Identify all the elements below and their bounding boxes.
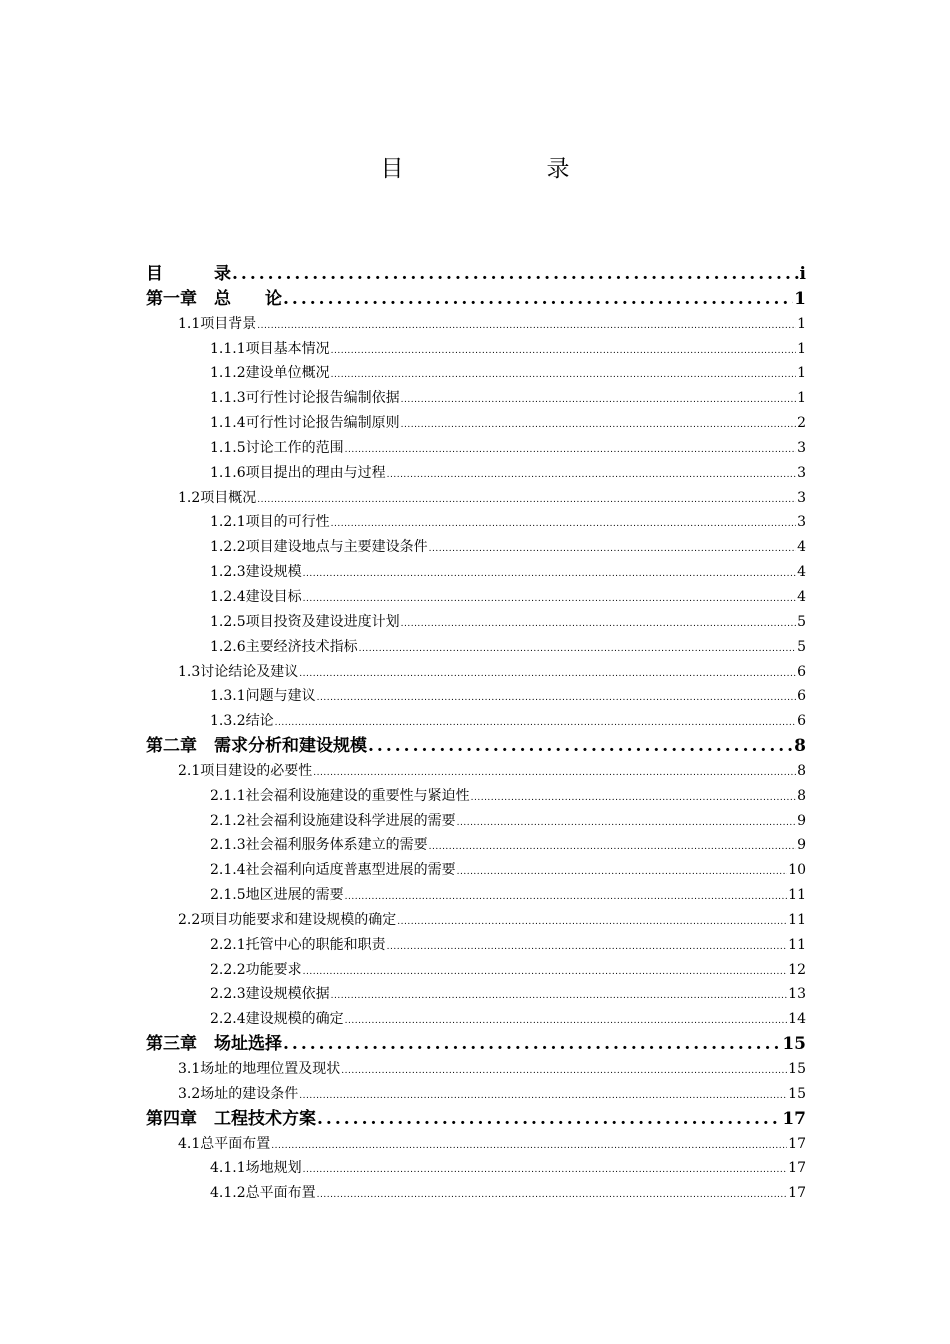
toc-entry-title: 1.1.2建设单位概况 [210,365,330,382]
toc-dot-leader [271,1134,787,1157]
toc-entry-title: 1.2.1项目的可行性 [210,514,330,531]
toc-subsection-entry[interactable] [146,833,806,858]
toc-dot-leader [232,262,799,287]
toc-dot-leader [317,686,796,709]
toc-dot-leader [401,388,796,411]
toc-dot-leader [257,488,796,511]
toc-section-entry[interactable] [146,759,806,784]
toc-subsection-entry[interactable] [146,461,806,486]
toc-entry-title: 4.1.1场地规划 [210,1160,302,1177]
toc-entry-title: 1.1项目背景 [178,315,257,332]
toc-page-number: 15 [788,1085,806,1102]
toc-entry-title: 1.2.2项目建设地点与主要建设条件 [210,539,428,556]
toc-page-number: 4 [797,539,806,556]
toc-page-number: 4 [797,564,806,581]
toc-section-entry[interactable] [146,1082,806,1107]
toc-page-number: 12 [788,961,806,978]
toc-subsection-entry[interactable] [146,436,806,461]
toc-entry-title: 第一章 总 论 [146,288,282,309]
toc-chapter-entry[interactable] [146,734,806,759]
toc-entry-title: 1.1.5讨论工作的范围 [210,439,344,456]
toc-subsection-entry[interactable] [146,982,806,1007]
toc-page-number: 6 [797,713,806,730]
toc-subsection-entry[interactable] [146,1007,806,1032]
toc-chapter-entry[interactable] [146,262,806,287]
toc-dot-leader [299,1084,787,1107]
toc-subsection-entry[interactable] [146,635,806,660]
toc-entry-title: 2.1.4社会福利向适度普惠型进展的需要 [210,862,456,879]
toc-page-number: 1 [797,365,806,382]
toc-page-number: 6 [797,663,806,680]
toc-dot-leader [331,512,796,535]
toc-page-number: 11 [788,911,806,928]
toc-dot-leader [303,587,796,610]
toc-entry-title: 2.1.1社会福利设施建设的重要性与紧迫性 [210,787,470,804]
toc-subsection-entry[interactable] [146,958,806,983]
toc-section-entry[interactable] [146,312,806,337]
toc-dot-leader [345,1009,788,1032]
toc-page-number: 9 [797,837,806,854]
toc-dot-leader [397,910,787,933]
toc-dot-leader [457,811,796,834]
toc-subsection-entry[interactable] [146,337,806,362]
toc-page-number: 14 [788,1011,806,1028]
toc-page-number: 11 [788,936,806,953]
table-of-contents [146,262,806,1206]
toc-entry-title: 1.1.4可行性讨论报告编制原则 [210,415,400,432]
toc-entry-title: 1.2.5项目投资及建设进度计划 [210,613,400,630]
toc-page-number: 3 [797,439,806,456]
toc-dot-leader [257,314,796,337]
toc-dot-leader [283,287,793,312]
toc-entry-title: 2.2.4建设规模的确定 [210,1011,344,1028]
toc-page-number: 8 [797,787,806,804]
toc-page-number: i [799,264,806,284]
toc-dot-leader [331,363,796,386]
toc-chapter-entry[interactable] [146,1032,806,1057]
toc-entry-title: 4.1总平面布置 [178,1135,271,1152]
toc-dot-leader [313,761,796,784]
toc-dot-leader [299,662,796,685]
toc-subsection-entry[interactable] [146,809,806,834]
toc-dot-leader [303,960,788,983]
toc-chapter-entry[interactable] [146,1107,806,1132]
toc-dot-leader [368,734,793,759]
toc-chapter-entry[interactable] [146,287,806,312]
toc-dot-leader [303,1158,788,1181]
toc-entry-title: 3.2场址的建设条件 [178,1085,299,1102]
toc-subsection-entry[interactable] [146,411,806,436]
toc-subsection-entry[interactable] [146,510,806,535]
toc-dot-leader [303,562,796,585]
toc-page-number: 11 [788,887,806,904]
toc-subsection-entry[interactable] [146,361,806,386]
toc-page-number: 8 [797,762,806,779]
toc-entry-title: 1.2项目概况 [178,489,257,506]
toc-page-number: 5 [797,613,806,630]
toc-page-number: 15 [788,1061,806,1077]
toc-subsection-entry[interactable] [146,784,806,809]
toc-subsection-entry[interactable] [146,1156,806,1181]
toc-entry-title: 2.2.1托管中心的职能和职责 [210,936,386,953]
toc-page-number: 1 [797,340,806,357]
toc-subsection-entry[interactable] [146,883,806,908]
toc-dot-leader [387,463,796,486]
toc-subsection-entry[interactable] [146,535,806,560]
toc-entry-title: 第四章 工程技术方案 [146,1108,316,1129]
toc-entry-title: 1.1.3可行性讨论报告编制依据 [210,390,400,407]
toc-entry-title: 2.1项目建设的必要性 [178,762,313,779]
toc-section-entry[interactable] [146,486,806,511]
toc-entry-title: 2.1.5地区进展的需要 [210,887,344,904]
toc-entry-title: 3.1场址的地理位置及现状 [178,1061,341,1077]
toc-dot-leader [317,1183,788,1206]
toc-dot-leader [429,537,796,560]
toc-page-number: 9 [797,812,806,829]
toc-subsection-entry[interactable] [146,585,806,610]
toc-dot-leader [401,413,796,436]
toc-subsection-entry[interactable] [146,684,806,709]
toc-entry-title: 1.2.3建设规模 [210,564,302,581]
toc-dot-leader [331,984,788,1007]
toc-entry-title: 2.2.2功能要求 [210,961,302,978]
toc-page-number: 17 [788,1135,806,1152]
toc-dot-leader [471,786,796,809]
toc-entry-title: 目 录 [146,264,231,284]
toc-entry-title: 1.3讨论结论及建议 [178,663,299,680]
toc-page-number: 1 [797,390,806,407]
toc-section-entry[interactable] [146,1132,806,1157]
toc-dot-leader [457,860,788,883]
toc-page-number: 8 [794,736,806,757]
toc-dot-leader [283,1032,781,1057]
toc-page-number: 4 [797,588,806,605]
toc-entry-title: 1.2.6主要经济技术指标 [210,638,358,655]
toc-entry-title: 1.1.6项目提出的理由与过程 [210,464,386,481]
toc-entry-title: 2.1.3社会福利服务体系建立的需要 [210,837,428,854]
toc-subsection-entry[interactable] [146,560,806,585]
toc-page-number: 13 [788,986,806,1003]
toc-subsection-entry[interactable] [146,709,806,734]
toc-dot-leader [359,637,796,660]
toc-page-number: 1 [797,315,806,332]
toc-page-number: 17 [788,1185,806,1202]
toc-page-number: 2 [797,415,806,432]
toc-subsection-entry[interactable] [146,386,806,411]
toc-entry-title: 第三章 场址选择 [146,1034,282,1055]
toc-dot-leader [317,1107,781,1132]
page-title: 目 录 [380,156,630,182]
toc-dot-leader [345,885,788,908]
toc-entry-title: 2.1.2社会福利设施建设科学进展的需要 [210,812,456,829]
toc-subsection-entry[interactable] [146,610,806,635]
toc-page-number: 17 [788,1160,806,1177]
toc-entry-title: 1.1.1项目基本情况 [210,340,330,357]
toc-section-entry[interactable] [146,908,806,933]
toc-entry-title: 第二章 需求分析和建设规模 [146,736,367,757]
toc-page-number: 15 [782,1034,806,1055]
toc-page-number: 5 [797,638,806,655]
toc-subsection-entry[interactable] [146,933,806,958]
toc-section-entry[interactable] [146,1057,806,1082]
toc-page-number: 3 [797,489,806,506]
toc-dot-leader [429,835,796,858]
toc-dot-leader [275,711,796,734]
toc-page-number: 17 [782,1108,806,1129]
toc-page-number: 1 [794,288,806,309]
toc-dot-leader [387,935,788,958]
toc-entry-title: 1.3.1问题与建议 [210,688,316,705]
toc-section-entry[interactable] [146,660,806,685]
toc-subsection-entry[interactable] [146,858,806,883]
toc-entry-title: 2.2.3建设规模依据 [210,986,330,1003]
toc-entry-title: 1.3.2结论 [210,713,274,730]
toc-entry-title: 1.2.4建设目标 [210,588,302,605]
toc-dot-leader [345,438,796,461]
toc-page-number: 3 [797,464,806,481]
toc-entry-title: 4.1.2总平面布置 [210,1185,316,1202]
toc-subsection-entry[interactable] [146,1181,806,1206]
toc-page-number: 6 [797,688,806,705]
toc-entry-title: 2.2项目功能要求和建设规模的确定 [178,911,397,928]
toc-page-number: 10 [788,862,806,879]
toc-dot-leader [331,339,796,362]
toc-page-number: 3 [797,514,806,531]
toc-dot-leader [401,612,796,635]
toc-dot-leader [341,1059,787,1082]
